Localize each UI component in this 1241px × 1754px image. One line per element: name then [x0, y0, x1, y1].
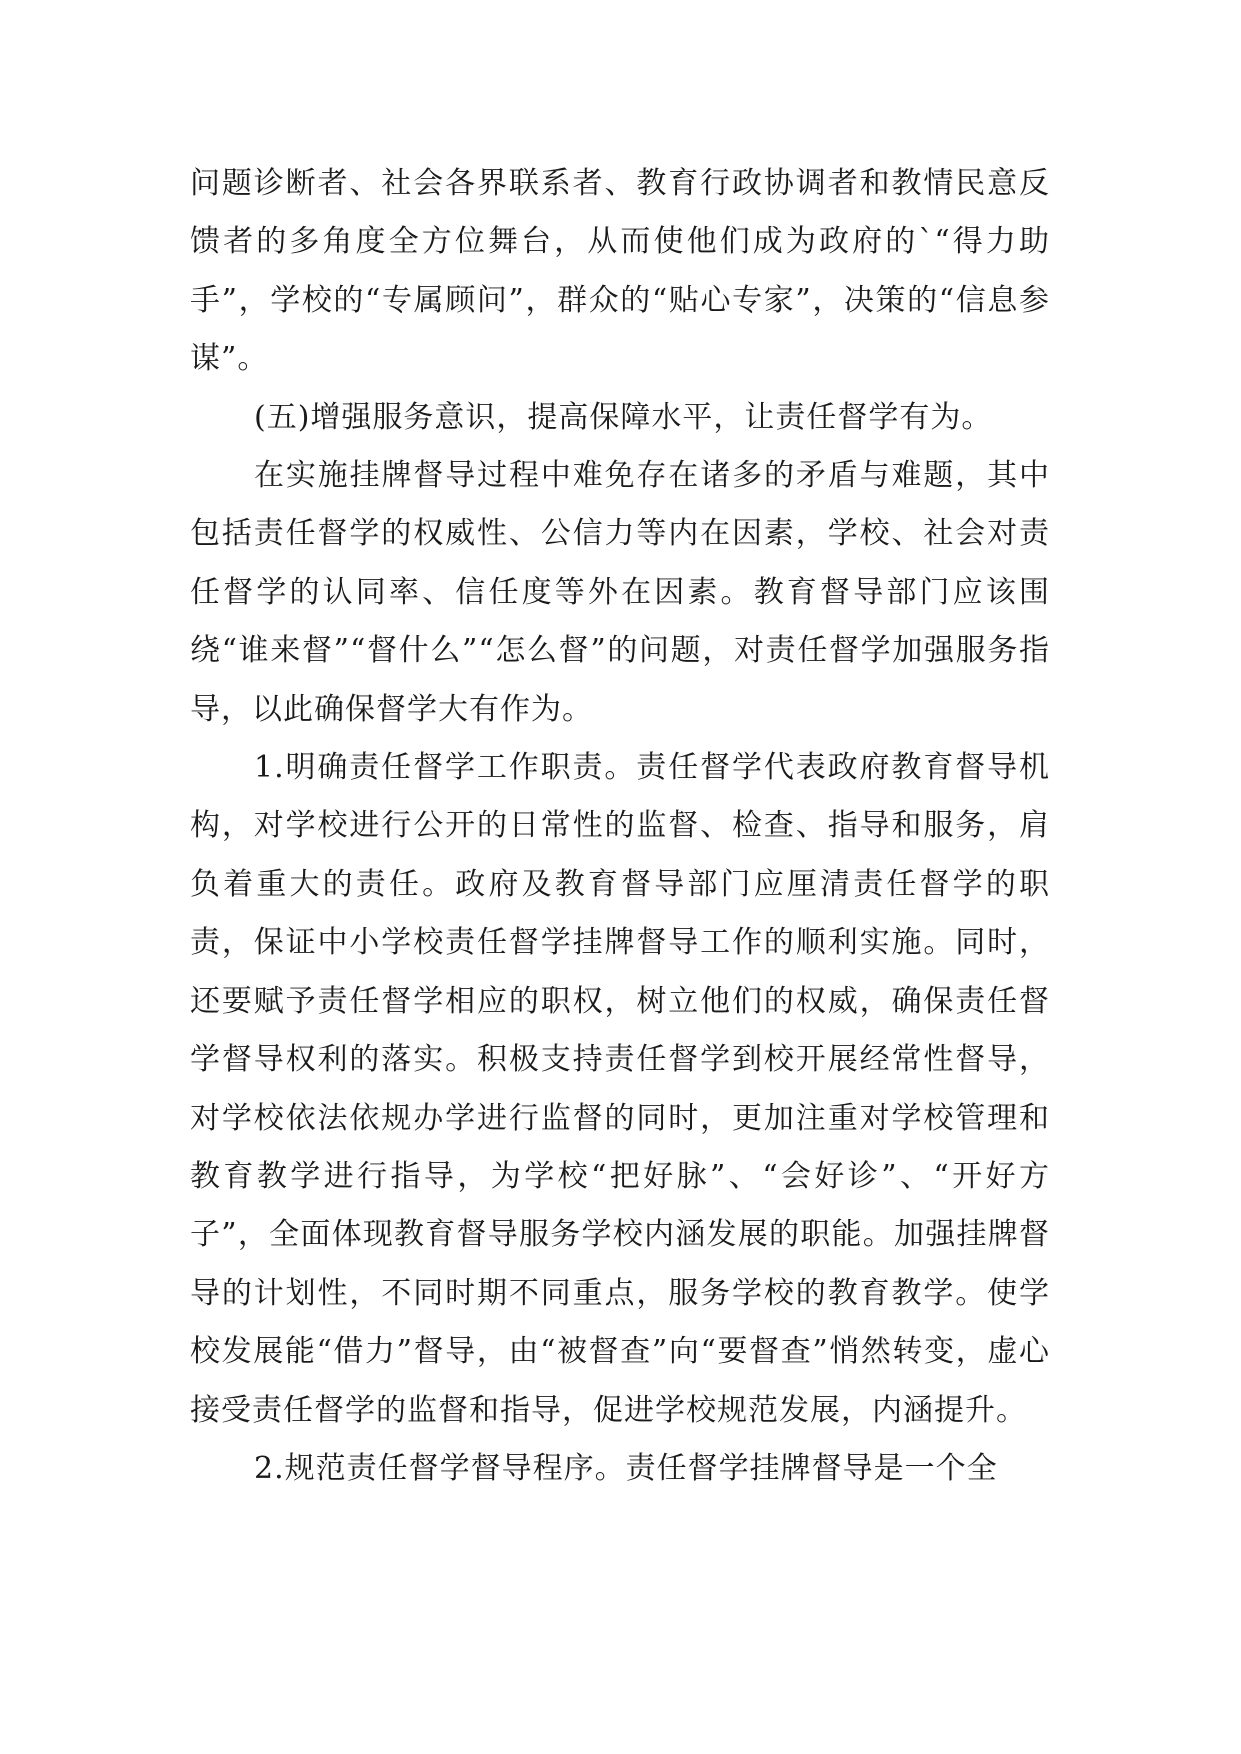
document-page	[190, 155, 1050, 1498]
paragraph-4: 1.明确责任督学工作职责。责任督学代表政府教育督导机构，对学校进行公开的日常性的监督、检查、指导和服务，肩负着重大的责任。政府及教育督导部门应厘清责任督学的职责，保证中小学校责任督学挂牌督导工作的顺利实施。同时，还要赋予责任督学相应的职权，树立他们的权威，确保责任督学督导权利的落实。积极支持责任督学到校开展经常性督导，对学校依法依规办学进行监督的同时，更加注重对学校管理和教育教学进行指导，为学校“把好脉”、“会好诊”、“开好方子”，全面体现教育督导服务学校内涵发展的职能。加强挂牌督导的计划性，不同时期不同重点，服务学校的教育教学。使学校发展能“借力”督导，由“被督查”向“要督查”悄然转变，虚心接受责任督学的监督和指导，促进学校规范发展，内涵提升。	[190, 750, 1050, 1428]
paragraph-1: 问题诊断者、社会各界联系者、教育行政协调者和教情民意反馈者的多角度全方位舞台，从而使他们成为政府的`“得力助手”，学校的“专属顾问”，群众的“贴心专家”，决策的“信息参谋”。	[190, 166, 1050, 377]
paragraph-5: 2.规范责任督学督导程序。责任督学挂牌督导是一个全	[254, 1450, 998, 1486]
section-heading-5: (五)增强服务意识，提高保障水平，让责任督学有为。	[254, 399, 993, 435]
paragraph-3: 在实施挂牌督导过程中难免存在诸多的矛盾与难题，其中包括责任督学的权威性、公信力等内在因素，学校、社会对责任督学的认同率、信任度等外在因素。教育督导部门应该围绕“谁来督”“督什么”“怎么督”的问题，对责任督学加强服务指导，以此确保督学大有作为。	[190, 458, 1050, 727]
